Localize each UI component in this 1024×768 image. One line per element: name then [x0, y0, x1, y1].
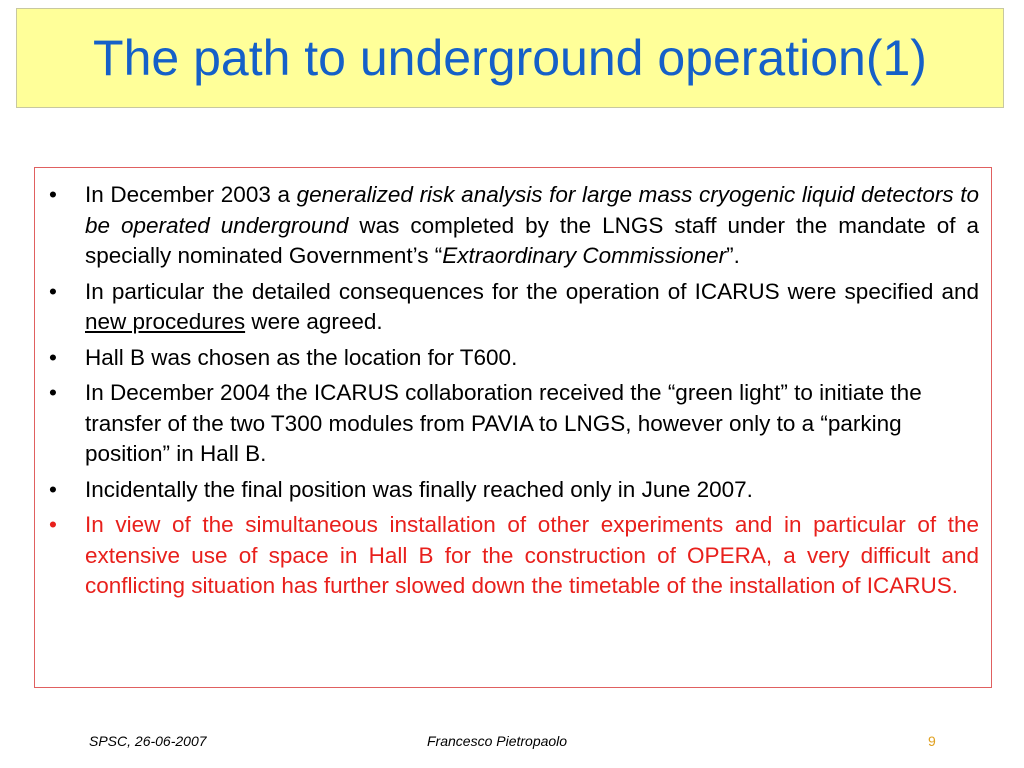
bullet-2-text-b: were agreed. [245, 309, 383, 334]
content-box [34, 167, 992, 688]
bullet-item-3 [47, 343, 979, 374]
bullet-1-text-c: ”. [726, 243, 740, 268]
bullet-list [47, 180, 979, 602]
footer-author: Francesco Pietropaolo [427, 733, 568, 749]
bullet-item-1 [47, 180, 979, 272]
bullet-1-text-a: In December 2003 a [85, 182, 297, 207]
bullet-3-text: Hall B was chosen as the location for T600. [85, 344, 518, 370]
slide-title: The path to underground operation(1) [93, 30, 927, 86]
bullet-6-text: In view of the simultaneous installation of other experiments and in particular of the extensive use of space in Hall B for the construction of OPERA, a very difficult and conflicting situation has further slowed down the timetable of the installation of ICARUS. [85, 512, 979, 598]
bullet-dot-icon: • [49, 278, 57, 304]
bullet-item-6 [47, 510, 979, 602]
bullet-4-text: In December 2004 the ICARUS collaboration received the “green light” to initiate the transfer of the two T300 modules from PAVIA to LNGS, however only to a “parking position” in Hall B. [85, 380, 922, 466]
footer-date: SPSC, 26-06-2007 [89, 733, 207, 749]
bullet-2-text-a: In particular the detailed consequences for the operation of ICARUS were specified and [85, 278, 979, 304]
bullet-dot-icon: • [49, 476, 57, 502]
bullet-item-5 [47, 475, 979, 506]
bullet-dot-icon: • [49, 380, 57, 405]
bullet-dot-icon: • [49, 182, 57, 207]
bullet-1-commissioner: Extraordinary Commissioner [442, 243, 727, 268]
page-number: 9 [928, 733, 936, 749]
title-box [16, 8, 1004, 108]
bullet-item-2 [47, 277, 979, 338]
bullet-1-text-b: was completed by the LNGS staff under the mandate of a specially nominated Government’s “ [85, 212, 979, 268]
bullet-1-emphasis: generalized risk analysis for large mass cryogenic liquid detectors to be operated underground [85, 182, 979, 238]
bullet-dot-icon: • [49, 512, 57, 537]
bullet-dot-icon: • [49, 344, 57, 370]
bullet-item-4 [47, 378, 979, 470]
bullet-5-text: Incidentally the final position was finally reached only in June 2007. [85, 476, 753, 502]
new-procedures-link: new procedures [85, 309, 246, 334]
